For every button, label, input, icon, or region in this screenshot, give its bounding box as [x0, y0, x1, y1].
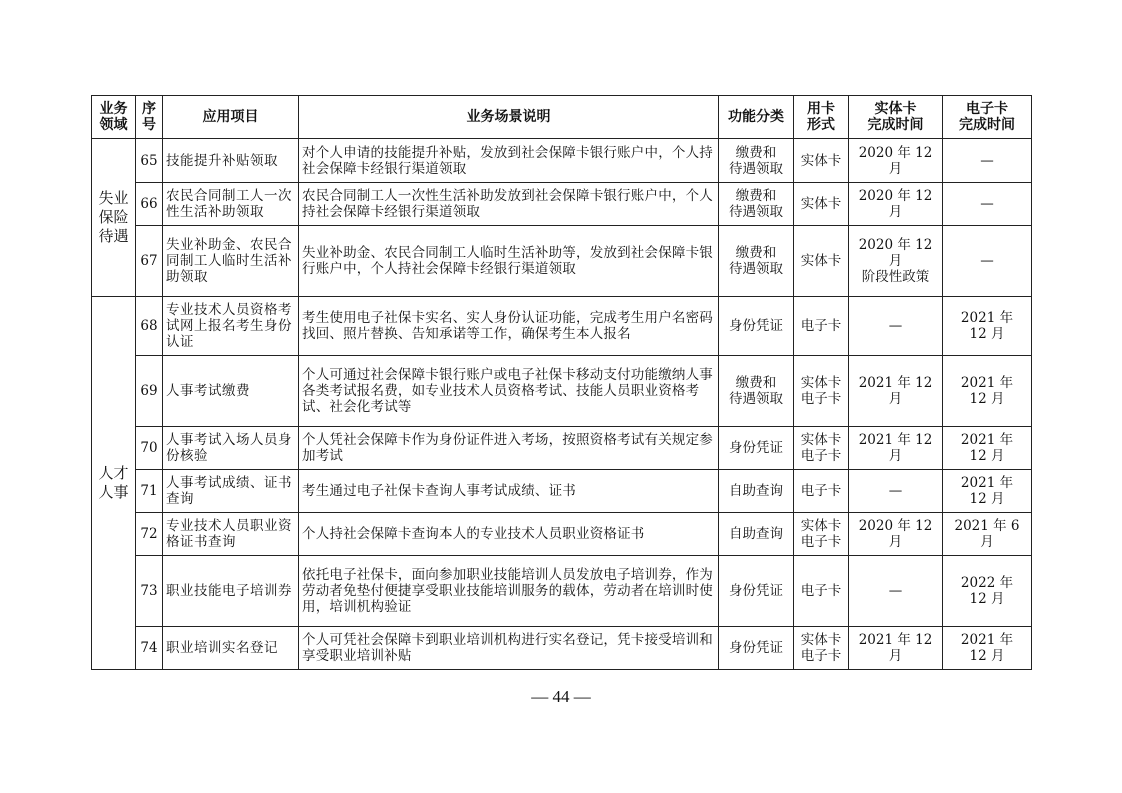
electronic-time-cell: 2021 年 12 月 [943, 297, 1032, 356]
app-cell: 职业培训实名登记 [163, 627, 299, 670]
table-row [92, 226, 1032, 297]
func-cell: 自助查询 [719, 513, 794, 556]
table-row [92, 356, 1032, 427]
app-cell: 专业技术人员资格考试网上报名考生身份认证 [163, 297, 299, 356]
desc-cell: 农民合同制工人一次性生活补助发放到社会保障卡银行账户中，个人持社会保障卡经银行渠道领取 [299, 183, 719, 226]
physical-time-cell: 2021 年 12 月 [849, 427, 943, 470]
physical-time-cell: 2020 年 12 月 [849, 183, 943, 226]
desc-cell: 考生通过电子社保卡查询人事考试成绩、证书 [299, 470, 719, 513]
electronic-time-cell: — [943, 226, 1032, 297]
electronic-time-cell: 2021 年 12 月 [943, 427, 1032, 470]
seq-cell: 72 [136, 513, 163, 556]
header-card-form: 用卡 形式 [794, 96, 849, 139]
desc-cell: 个人凭社会保障卡作为身份证件进入考场，按照资格考试有关规定参加考试 [299, 427, 719, 470]
func-cell: 缴费和 待遇领取 [719, 356, 794, 427]
seq-cell: 73 [136, 556, 163, 627]
domain-cell: 人才 人事 [92, 297, 136, 670]
table-row [92, 427, 1032, 470]
app-cell: 人事考试入场人员身份核验 [163, 427, 299, 470]
header-electronic-time: 电子卡 完成时间 [943, 96, 1032, 139]
app-cell: 专业技术人员职业资格证书查询 [163, 513, 299, 556]
func-cell: 自助查询 [719, 470, 794, 513]
physical-time-cell: 2020 年 12 月 [849, 139, 943, 183]
electronic-time-cell: 2021 年 12 月 [943, 356, 1032, 427]
physical-time-cell: 2020 年 12 月 [849, 513, 943, 556]
card-form-cell: 电子卡 [794, 470, 849, 513]
app-cell: 农民合同制工人一次性生活补助领取 [163, 183, 299, 226]
page-number: — 44 — [531, 687, 591, 706]
seq-cell: 69 [136, 356, 163, 427]
table-row [92, 297, 1032, 356]
domain-cell: 失业 保险 待遇 [92, 139, 136, 297]
header-func: 功能分类 [719, 96, 794, 139]
physical-time-cell: 2021 年 12 月 [849, 356, 943, 427]
card-form-cell: 实体卡 电子卡 [794, 627, 849, 670]
electronic-time-cell: 2021 年 6 月 [943, 513, 1032, 556]
card-form-cell: 实体卡 [794, 183, 849, 226]
table-row [92, 627, 1032, 670]
physical-time-cell: 2020 年 12 月 阶段性政策 [849, 226, 943, 297]
func-cell: 身份凭证 [719, 627, 794, 670]
table-row [92, 183, 1032, 226]
card-form-cell: 电子卡 [794, 556, 849, 627]
func-cell: 身份凭证 [719, 556, 794, 627]
func-cell: 缴费和 待遇领取 [719, 183, 794, 226]
seq-cell: 71 [136, 470, 163, 513]
table-row [92, 139, 1032, 183]
app-cell: 人事考试成绩、证书查询 [163, 470, 299, 513]
desc-cell: 对个人申请的技能提升补贴，发放到社会保障卡银行账户中，个人持社会保障卡经银行渠道领取 [299, 139, 719, 183]
header-domain: 业务 领域 [92, 96, 136, 139]
seq-cell: 70 [136, 427, 163, 470]
table-header-row [92, 96, 1032, 139]
seq-cell: 66 [136, 183, 163, 226]
desc-cell: 个人持社会保障卡查询本人的专业技术人员职业资格证书 [299, 513, 719, 556]
desc-cell: 失业补助金、农民合同制工人临时生活补助等，发放到社会保障卡银行账户中，个人持社会保障卡经银行渠道领取 [299, 226, 719, 297]
table-row [92, 513, 1032, 556]
table-row [92, 556, 1032, 627]
func-cell: 身份凭证 [719, 297, 794, 356]
electronic-time-cell: — [943, 183, 1032, 226]
func-cell: 缴费和 待遇领取 [719, 139, 794, 183]
func-cell: 缴费和 待遇领取 [719, 226, 794, 297]
card-form-cell: 电子卡 [794, 297, 849, 356]
physical-time-cell: — [849, 297, 943, 356]
app-cell: 人事考试缴费 [163, 356, 299, 427]
seq-cell: 67 [136, 226, 163, 297]
header-seq: 序 号 [136, 96, 163, 139]
card-form-cell: 实体卡 电子卡 [794, 513, 849, 556]
electronic-time-cell: 2021 年 12 月 [943, 470, 1032, 513]
header-desc: 业务场景说明 [299, 96, 719, 139]
card-form-cell: 实体卡 [794, 139, 849, 183]
physical-time-cell: — [849, 556, 943, 627]
electronic-time-cell: 2022 年 12 月 [943, 556, 1032, 627]
table-row [92, 470, 1032, 513]
func-cell: 身份凭证 [719, 427, 794, 470]
seq-cell: 68 [136, 297, 163, 356]
service-table [91, 95, 1032, 670]
header-app: 应用项目 [163, 96, 299, 139]
header-physical-time: 实体卡 完成时间 [849, 96, 943, 139]
card-form-cell: 实体卡 [794, 226, 849, 297]
desc-cell: 个人可凭社会保障卡到职业培训机构进行实名登记，凭卡接受培训和享受职业培训补贴 [299, 627, 719, 670]
electronic-time-cell: — [943, 139, 1032, 183]
seq-cell: 65 [136, 139, 163, 183]
electronic-time-cell: 2021 年 12 月 [943, 627, 1032, 670]
desc-cell: 个人可通过社会保障卡银行账户或电子社保卡移动支付功能缴纳人事各类考试报名费，如专业技术人员资格考试、技能人员职业资格考试、社会化考试等 [299, 356, 719, 427]
app-cell: 技能提升补贴领取 [163, 139, 299, 183]
physical-time-cell: 2021 年 12 月 [849, 627, 943, 670]
app-cell: 失业补助金、农民合同制工人临时生活补助领取 [163, 226, 299, 297]
seq-cell: 74 [136, 627, 163, 670]
card-form-cell: 实体卡 电子卡 [794, 356, 849, 427]
desc-cell: 依托电子社保卡，面向参加职业技能培训人员发放电子培训券，作为劳动者免垫付便捷享受职业技能培训服务的载体，劳动者在培训时使用，培训机构验证 [299, 556, 719, 627]
card-form-cell: 实体卡 电子卡 [794, 427, 849, 470]
desc-cell: 考生使用电子社保卡实名、实人身份认证功能，完成考生用户名密码找回、照片替换、告知承诺等工作，确保考生本人报名 [299, 297, 719, 356]
physical-time-cell: — [849, 470, 943, 513]
app-cell: 职业技能电子培训券 [163, 556, 299, 627]
